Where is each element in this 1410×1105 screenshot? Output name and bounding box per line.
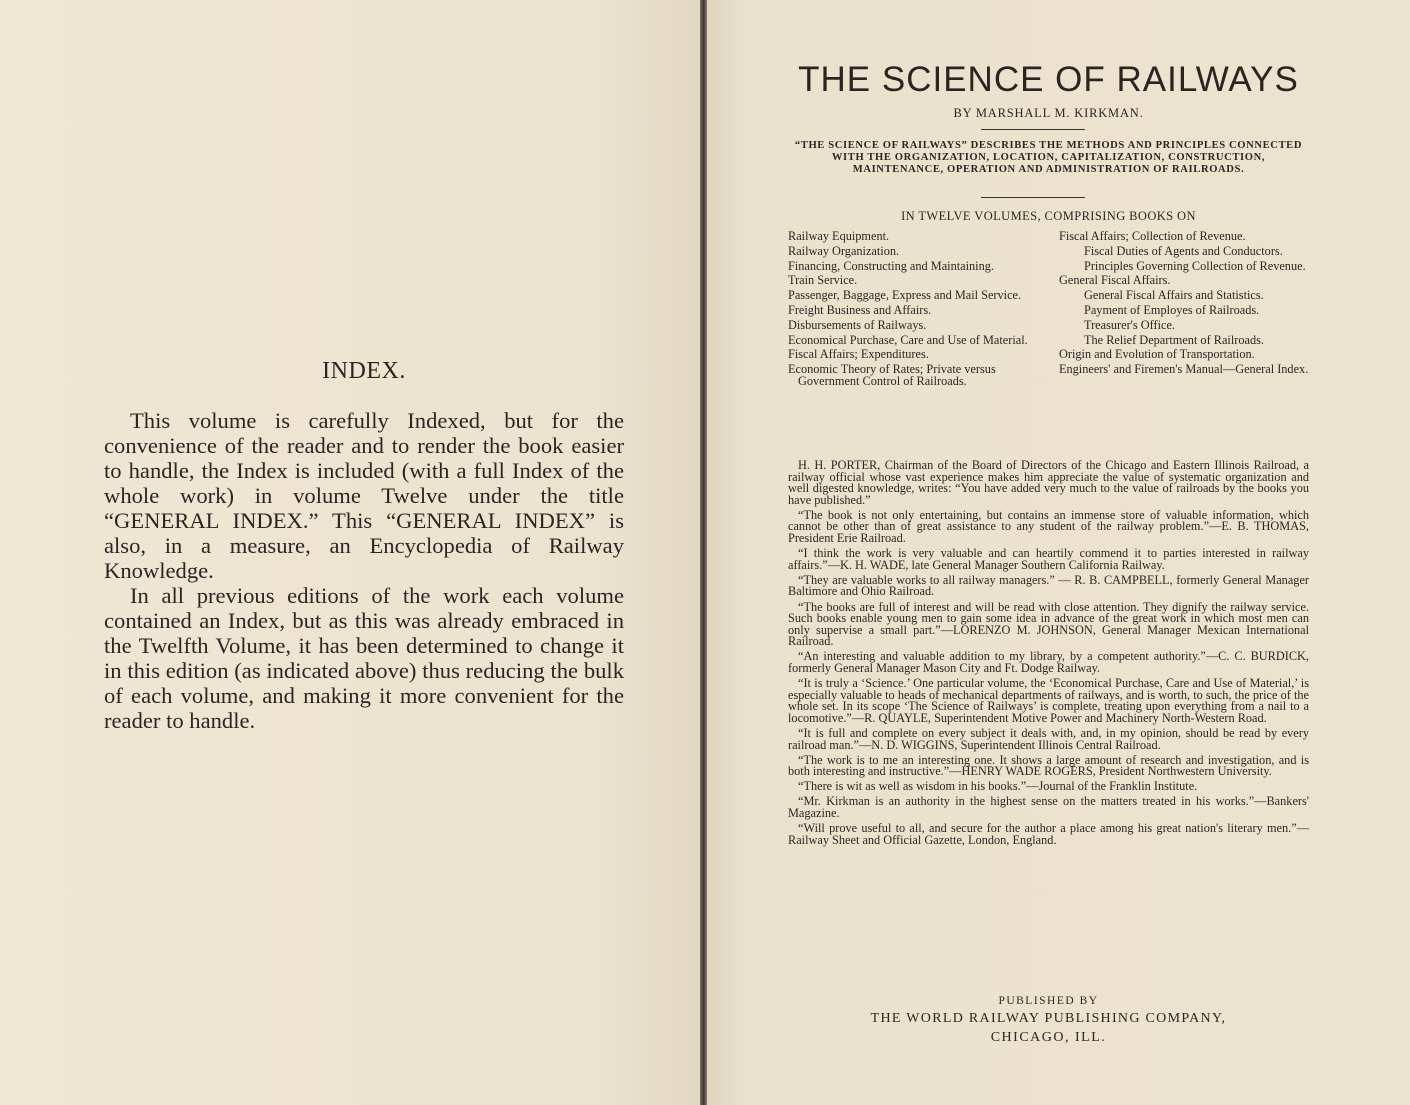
volume-list-item: Economical Purchase, Care and Use of Material.	[788, 332, 1028, 347]
testimonial-quote: “The work is to me an interesting one. It shows a large amount of research and investigation, and is both interesting and instructive.”—HENRY WADE ROGERS, President Northwestern University.	[788, 752, 1309, 779]
volume-list-item: Freight Business and Affairs.	[788, 302, 932, 317]
book-title: THE SCIENCE OF RAILWAYS	[798, 60, 1299, 99]
volume-list-item: Treasurer's Office.	[1084, 317, 1176, 332]
index-paragraph-2: In all previous editions of the work each volume contained an Index, but as this was already embraced in the Twelfth Volume, it has been determined to change it in this edition (as indicated above) thus reducing the bulk of each volume, and making it more convenient for the reader to handle.	[104, 583, 624, 733]
publisher-city: CHICAGO, ILL.	[990, 1030, 1107, 1045]
volume-list-item: Origin and Evolution of Transportation.	[1059, 347, 1255, 362]
volume-list-right-column	[1059, 231, 1309, 391]
volume-list-item: Fiscal Affairs; Expenditures.	[788, 347, 929, 362]
volumes-subheading: IN TWELVE VOLUMES, COMPRISING BOOKS ON	[901, 209, 1196, 223]
volume-list-item: Financing, Constructing and Maintaining.	[788, 258, 994, 273]
volume-list-left-column	[788, 231, 1038, 391]
volume-list-item: Fiscal Affairs; Collection of Revenue.	[1059, 229, 1246, 243]
volume-list-item: Engineers' and Firemen's Manual—General Index.	[1059, 362, 1309, 377]
divider-rule	[981, 197, 1085, 198]
testimonial-quote: “Will prove useful to all, and secure for the author a place among his great nation's literary men.”—Railway Sheet and Official Gazette, London, England.	[788, 821, 1309, 847]
divider-rule	[981, 129, 1085, 130]
volume-list	[788, 231, 1309, 391]
testimonial-quote: “They are valuable works to all railway managers.” — R. B. CAMPBELL, formerly General Manager Baltimore and Ohio Railroad.	[788, 572, 1309, 599]
testimonials	[788, 460, 1309, 850]
testimonial-quote: “The book is not only entertaining, but contains an immense store of valuable information, which cannot be other than of great assistance to any student of the railway problem.”—E. B. THOMAS, President Erie Railroad.	[788, 507, 1309, 546]
volume-list-item: Passenger, Baggage, Express and Mail Service.	[788, 288, 1022, 303]
left-page	[0, 0, 700, 1105]
testimonial-quote: “Mr. Kirkman is an authority in the highest sense on the matters treated in his works.”—Bankers' Magazine.	[788, 794, 1309, 821]
book-gutter	[700, 0, 707, 1105]
volume-list-item: Railway Equipment.	[788, 229, 890, 243]
volume-list-item: Principles Governing Collection of Revenue.	[1084, 258, 1306, 273]
index-paragraph-1: This volume is carefully Indexed, but for the convenience of the reader and to render the book easier to handle, the Index is included (with a full Index of the whole work) in volume Twelve under the title “GENERAL INDEX.” This “GENERAL INDEX” is also, in a measure, an Encyclopedia of Railway Knowledge.	[104, 408, 624, 583]
testimonial-quote: “The books are full of interest and will be read with close attention. They dignify the railway service. Such books enable young men to gain some idea in advance of the great work in which most men can only supervise a small part.”—LORENZO M. JOHNSON, General Manager Mexican International Railroad.	[788, 599, 1309, 649]
volume-list-item: General Fiscal Affairs.	[1059, 273, 1171, 288]
volume-list-item: Fiscal Duties of Agents and Conductors.	[1084, 243, 1283, 258]
testimonial-quote: “An interesting and valuable addition to my library, by a competent authority.”—C. C. BURDICK, formerly General Manager Mason City and Ft. Dodge Railway.	[788, 649, 1309, 675]
testimonial-quote: “It is full and complete on every subject it deals with, and, in my opinion, should be read by every railroad man.”—N. D. WIGGINS, Superintendent Illinois Central Railroad.	[788, 725, 1309, 752]
author-byline: BY MARSHALL M. KIRKMAN.	[953, 106, 1144, 120]
testimonial-quote: “There is wit as well as wisdom in his books.”—Journal of the Franklin Institute.	[798, 779, 1198, 794]
volume-list-item: Economic Theory of Rates; Private versus Government Control of Railroads.	[788, 362, 996, 388]
index-body	[104, 408, 624, 733]
volume-list-item: Train Service.	[788, 273, 858, 288]
publisher-name: THE WORLD RAILWAY PUBLISHING COMPANY,	[870, 1011, 1227, 1026]
volume-list-item: General Fiscal Affairs and Statistics.	[1084, 288, 1264, 303]
volume-list-item: Railway Organization.	[788, 243, 900, 258]
testimonial-quote: “It is truly a ‘Science.’ One particular volume, the ‘Economical Purchase, Care and Use of Material,’ is especially valuable to heads of mechanical departments of railways, and is worth, to such, the price of the whole set. In its scope ‘The Science of Railways’ is complete, treating upon everything from a nail to a locomotive.”—R. QUAYLE, Superintendent Motive Power and Machinery North-Western Road.	[788, 676, 1309, 725]
publisher-block	[788, 993, 1309, 1047]
index-heading: INDEX.	[322, 358, 406, 384]
volume-list-item: Disbursements of Railways.	[788, 317, 927, 332]
testimonial-quote: H. H. PORTER, Chairman of the Board of Directors of the Chicago and Eastern Illinois Railroad, a railway official whose vast experience makes him appreciate the value of systematic organization and well digested knowledge, writes: “You have added very much to the value of railroads by the books you have published.”	[788, 458, 1309, 507]
right-page	[707, 0, 1410, 1105]
testimonial-quote: “I think the work is very valuable and can heartily commend it to parties interested in railway affairs.”—K. H. WADE, late General Manager Southern California Railway.	[788, 546, 1309, 572]
volume-list-item: The Relief Department of Railroads.	[1084, 332, 1264, 347]
book-description: “THE SCIENCE OF RAILWAYS” DESCRIBES THE METHODS AND PRINCIPLES CONNECTED WITH THE ORGANIZATION, LOCATION, CAPITALIZATION, CONSTRUCTION, MAINTENANCE, OPERATION AND ADMINISTRATION OF RAILROADS.	[794, 140, 1303, 175]
published-by: PUBLISHED BY	[998, 995, 1099, 1007]
volume-list-item: Payment of Employes of Railroads.	[1084, 302, 1260, 317]
